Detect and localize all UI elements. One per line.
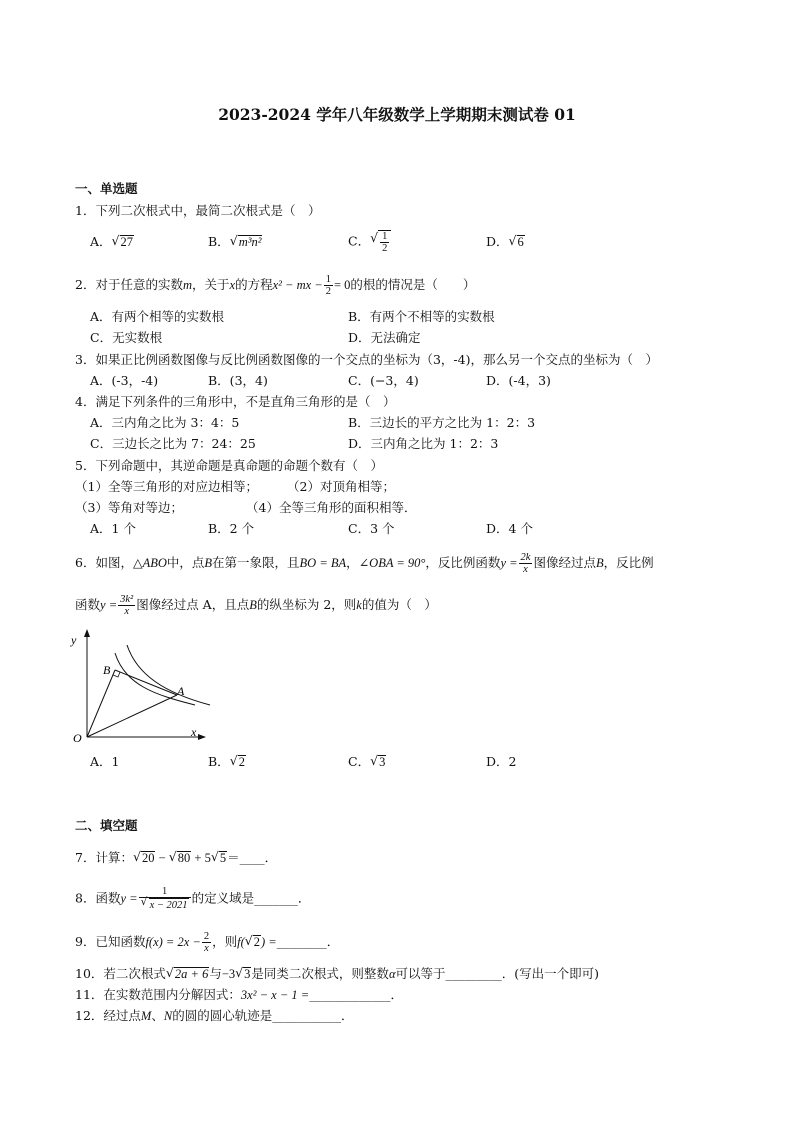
question-4-option-d: D．三内角之比为 1：2：3 [348,436,499,451]
question-2-option-c: C．无实数根 [90,330,163,345]
section-heading-fill-in: 二、填空题 [75,818,138,833]
question-5-statement-4: （4）全等三角形的面积相等． [246,500,417,515]
question-2-option-b: B．有两个不相等的实数根 [348,309,495,324]
question-4-stem: 4．满足下列条件的三角形中，不是直角三角形的是（ ） [75,394,396,409]
question-5-option-a: A．1 个 [90,521,136,536]
question-2-stem: 2．对于任意的实数m，关于x的方程x² − mx − $\frac{1}{2}$ = 0的根的情况是（ ） [75,274,476,297]
question-6-figure [65,625,215,750]
question-1-stem: 1．下列二次根式中，最简二次根式是（ ） [75,203,321,218]
question-5-option-d: D．4 个 [486,521,533,536]
question-2-option-a: A．有两个相等的实数根 [90,309,225,324]
question-5-option-b: B．2 个 [208,521,255,536]
question-6-stem-line-1: 6．如图，△ABO中，点B在第一象限，且BO = BA，∠OBA = 90°，反比例函数y = $\frac{2k}{x}$ 图像经过点B，反比例 [75,552,654,575]
question-5-statement-2: （2）对顶角相等； [287,479,395,494]
question-1-option-a: A．√ 27 [90,233,134,251]
question-1-option-c: C． √ $\frac{1}{2}$ [348,230,391,254]
point-B-label: B [103,663,111,677]
question-3-option-c: C．(−3，4) [348,373,419,388]
question-3-option-d: D．(-4，3) [486,373,551,388]
question-5-option-c: C．3 个 [348,521,395,536]
segment-OB [87,670,115,737]
question-6-option-a: A．1 [90,754,120,769]
section-heading-single-choice: 一、单选题 [75,181,138,196]
x-axis-label: x [191,725,197,739]
question-9: 9．已知函数f(x) = 2x − $\frac{2}{x}$ ，则f(√ 2) =________． [75,931,339,954]
question-3-stem: 3．如果正比例函数图像与反比例函数图像的一个交点的坐标为（3，-4)，那么另一个交点的坐标为（ ） [75,352,658,367]
question-6-stem-line-2: 函数y = $\frac{\text{3k²}}{x}$ 图像经过点 A，且点B的纵坐标为 2，则k的值为（ ） [75,594,437,617]
question-4-option-a: A．三内角之比为 3：4：5 [90,415,240,430]
question-6-option-b: B．√ 2 [208,753,246,771]
question-1-option-d: D．√ 6 [486,233,525,251]
question-3-option-b: B．(3，4) [208,373,268,388]
question-3-option-a: A．(-3，-4) [90,373,159,388]
question-5-statement-3: （3）等角对等边； [75,500,183,515]
question-1-option-b: B．√ m³n² [208,233,262,251]
question-10: 10．若二次根式√ 2a + 6与−3√ 3是同类二次根式，则整数α可以等于_________．(写出一个即可) [75,965,599,983]
origin-label: O [73,731,82,745]
question-5-statement-1: （1）全等三角形的对应边相等； [75,479,258,494]
question-11: 11．在实数范围内分解因式：3x² − x − 1 =_____________． [75,987,403,1002]
question-5-stem: 5．下列命题中，其逆命题是真命题的命题个数有（ ） [75,458,383,473]
x-axis-arrow-icon [198,734,206,740]
y-axis-arrow-icon [84,629,90,637]
question-6-option-c: C．√ 3 [348,753,386,771]
question-2-option-d: D．无法确定 [348,330,421,345]
segment-OA [87,695,177,737]
question-6-option-d: D．2 [486,754,517,769]
y-axis-label: y [71,633,77,647]
question-8: 8．函数y = 1 √ x − 2021 的定义域是_______． [75,886,310,912]
question-4-option-c: C．三边长之比为 7：24：25 [90,436,256,451]
page-title: 2023-2024 学年八年级数学上学期期末测试卷 01 [218,105,576,124]
question-7: 7．计算：√ 20 − √ 80 + 5√ 5＝____． [75,849,277,867]
question-4-option-b: B．三边长的平方之比为 1：2：3 [348,415,536,430]
curve-y-3k2-over-x [127,645,210,705]
question-12: 12．经过点M、N的圆的圆心轨迹是___________． [75,1008,354,1023]
point-A-label: A [177,684,185,698]
